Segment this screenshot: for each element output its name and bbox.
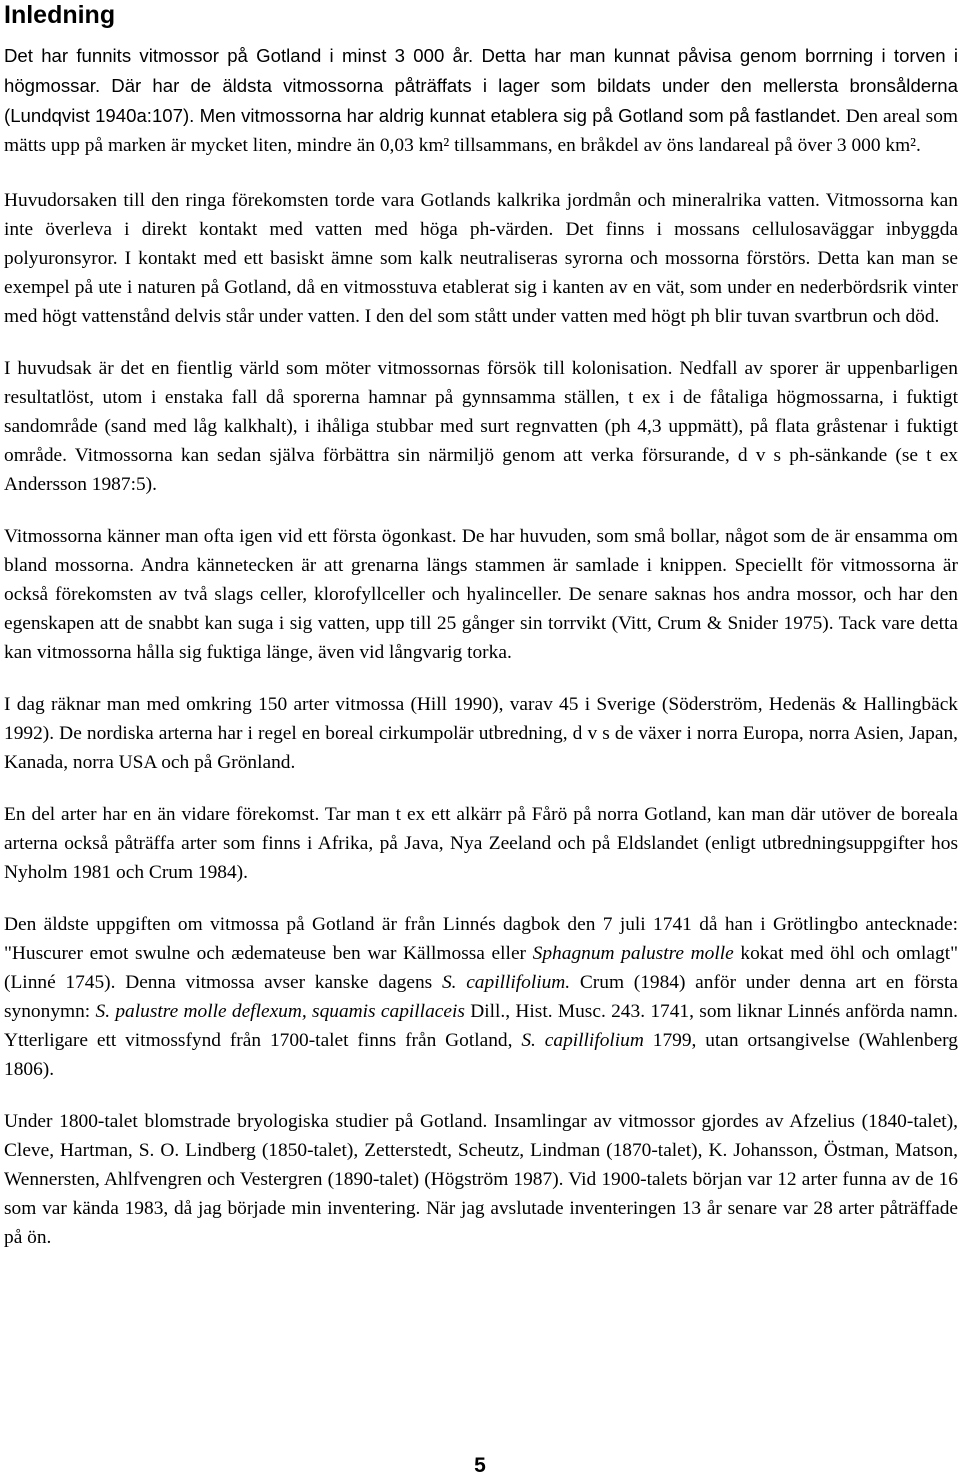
paragraph-intro (4, 41, 958, 160)
linnaeus-species-name-1: Sphagnum palustre molle (532, 943, 734, 964)
paragraph-limestone-soil: Huvudorsaken till den ringa förekomsten torde vara Gotlands kalkrika jordmån och mineralrika vatten. Vitmossorna kan inte överleva i direkt kontakt med vatten med höga ph-värden. Det finns i mossans cellulosaväggar inbyggda polyuronsyror. I kontakt med ett basiskt ämne som kalk neutraliseras syrorna och mossorna förstörs. Detta kan man se exempel på ute i naturen på Gotland, då en vitmosstuva etablerat sig i kanten av en vät, som under en nederbördsrik vinter med högt vattenstånd delvis står under vatten. I den del som stått under vatten med högt ph blir tuvan svartbrun och död. (4, 190, 958, 327)
linnaeus-text-g: Dill., Hist. Musc. 243. 1741, som liknar Linnés anförda namn. Ytterligare ett vitmossfynd från 1700-talet finns från Gotland, (4, 1001, 958, 1051)
section-heading: Inledning (4, 1, 116, 29)
paragraph-linnaeus (4, 910, 958, 1084)
page-number: 5 (474, 1454, 486, 1477)
linnaeus-species-name-3: S. palustre molle deflexum, squamis capillaceis (95, 1001, 465, 1022)
paragraph-species-count: I dag räknar man med omkring 150 arter vitmossa (Hill 1990), varav 45 i Sverige (Söderström, Hedenäs & Hallingbäck 1992). De nordiska arterna har i regel en boreal cirkumpolär utbredning, d v s de växer i norra Europa, norra Asien, Japan, Kanada, norra USA och på Grönland. (4, 694, 958, 773)
paragraph-1800s-studies: Under 1800-talet blomstrade bryologiska studier på Gotland. Insamlingar av vitmossor gjordes av Afzelius (1840-talet), Cleve, Hartman, S. O. Lindberg (1850-talet), Zetterstedt, Scheutz, Lindman (1870-talet), K. Johansson, Östman, Matson, Wennersten, Ahlfvengren och Vestergren (1890-talet) (Högström 1987). Vid 1900-talets början var 12 arter funna av de 16 som var kända 1983, då jag började min inventering. När jag avslutade inventeringen 13 år senare var 28 arter påträffade på ön. (4, 1111, 958, 1248)
linnaeus-species-name-4: S. capillifolium (521, 1030, 644, 1051)
paragraph-intro-serif-part: Den areal som mätts upp på marken är mycket liten, mindre än 0,03 km² tillsammans, en bråkdel av öns landareal på över 3 000 km². (4, 106, 958, 156)
linnaeus-text-i: 1799, utan ortsangivelse (Wahlenberg 1806). (4, 1030, 958, 1080)
paragraph-intro-sans-part: Det har funnits vitmossor på Gotland i minst 3 000 år. Detta har man kunnat påvisa genom borrning i torven i högmossar. Där har de äldsta vitmossorna påträffats i lager som bildats under den mellersta bronsålderna (Lundqvist 1940a:107). Men vitmossorna har aldrig kunnat etablera sig på Gotland som på fastlandet. (4, 45, 958, 126)
document-page (4, 0, 958, 1252)
paragraph-colonisation: I huvudsak är det en fientlig värld som möter vitmossornas försök till kolonisation. Nedfall av sporer är uppenbarligen resultatlöst, utom i enstaka fall då sporerna hamnar på gynnsamma ställen, t ex i de fåtaliga högmossarna, i fuktigt sandområde (sand med låg kalkhalt), i ihåliga stubbar med surt regnvatten (ph 4,3 uppmätt), på flata gråstenar i fuktigt område. Vitmossorna kan sedan själva förbättra sin närmiljö genom att verka försurande, d v s ph-sänkande (se t ex Andersson 1987:5). (4, 358, 958, 495)
linnaeus-species-name-2: S. capillifolium. (441, 972, 571, 993)
linnaeus-text-e: Crum (1984) anför under denna art en första synonymn: (4, 972, 958, 1022)
linnaeus-text-a: Den äldste uppgiften om vitmossa på Gotland är från Linnés dagbok den 7 juli 1741 då han i Grötlingbo antecknade: "Huscurer emot swulne och ædemateuse ben war Källmossa eller (4, 914, 958, 964)
linnaeus-text-c: kokat med öhl och omlagt" (Linné 1745). Denna vitmossa avser kanske dagens (4, 943, 958, 993)
paragraph-recognition: Vitmossorna känner man ofta igen vid ett första ögonkast. De har huvuden, som små bollar, något som de är ensamma om bland mossorna. Andra kännetecken är att grenarna längs stammen är samlade i knippen. Speciellt för vitmossorna är också förekomsten av två slags celler, klorofyllceller och hyalinceller. De senare saknas hos andra mossor, och har den egenskapen att de snabbt kan suga i sig vatten, upp till 25 gånger sin torrvikt (Vitt, Crum & Snider 1975). Tack vare detta kan vitmossorna hålla sig fuktiga länge, även vid långvarig torka. (4, 526, 958, 663)
paragraph-distribution: En del arter har en än vidare förekomst. Tar man t ex ett alkärr på Fårö på norra Gotland, kan man där utöver de boreala arterna också påträffa arter som finns i Afrika, på Java, Nya Zeeland och på Eldslandet (enligt utbredningsuppgifter hos Nyholm 1981 och Crum 1984). (4, 804, 958, 883)
